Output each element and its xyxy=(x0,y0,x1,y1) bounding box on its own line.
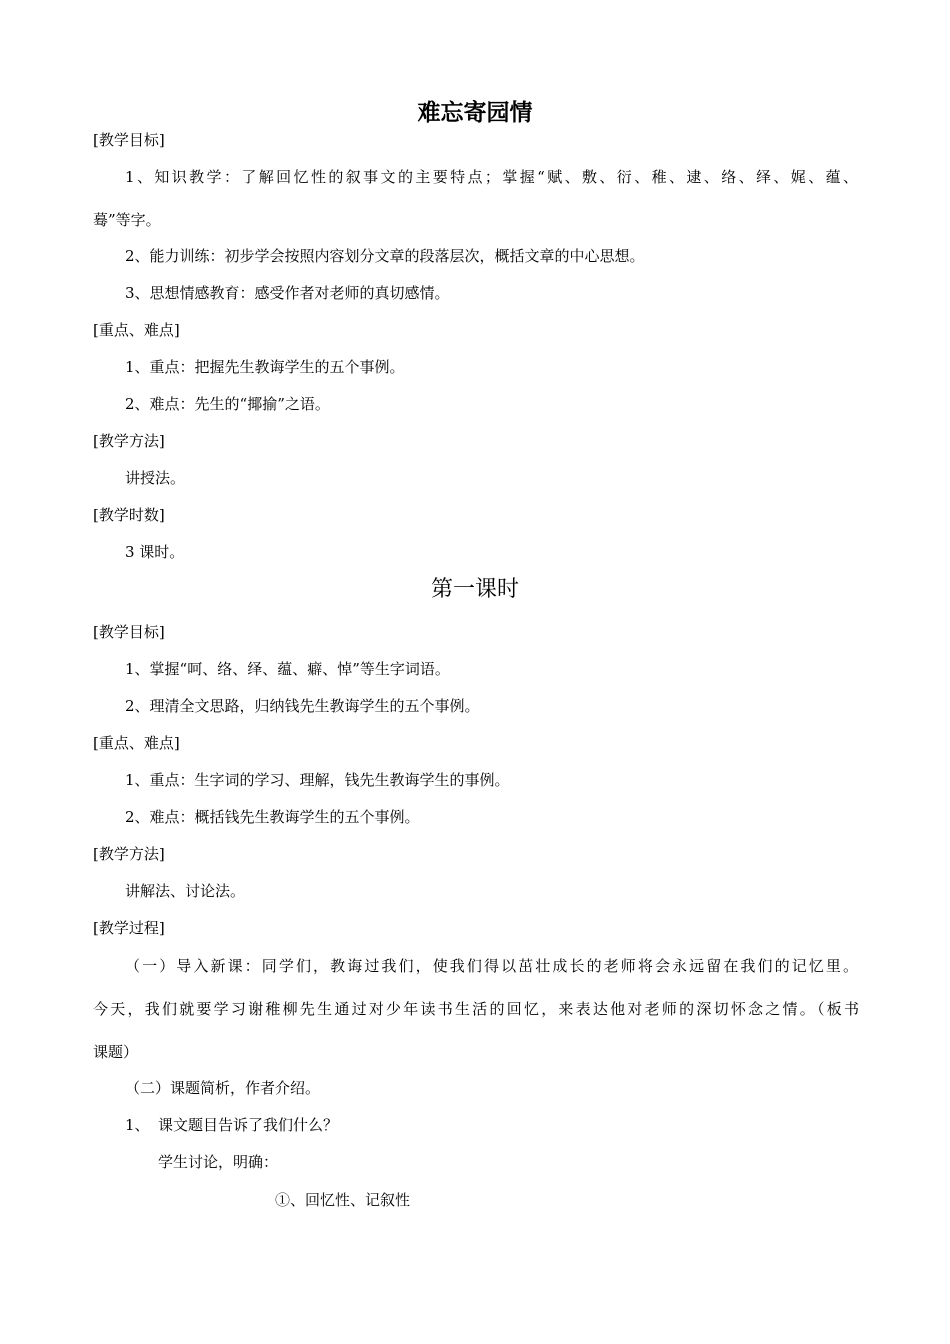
section-heading-goals: [教学目标] xyxy=(93,131,165,149)
step-2: （二）课题简析，作者介绍。 xyxy=(125,1079,321,1097)
question-1-number: 1、 xyxy=(125,1116,150,1134)
method-text: 讲授法。 xyxy=(125,469,186,487)
lesson-1-method-heading: [教学方法] xyxy=(93,845,165,863)
goal-1-line-1: 1、知识教学：了解回忆性的叙事文的主要特点；掌握“赋、敷、衍、稚、逮、络、绎、娓、蕴、 xyxy=(125,168,858,186)
goal-3: 3、思想情感教育：感受作者对老师的真切感情。 xyxy=(125,284,450,302)
lesson-1-focus-1: 1、重点：生字词的学习、理解，钱先生教诲学生的事例。 xyxy=(125,771,510,789)
focus-1: 1、重点：把握先生教诲学生的五个事例。 xyxy=(125,358,405,376)
document-title: 难忘寄园情 xyxy=(417,99,533,126)
lesson-1-goal-2: 2、理清全文思路，归纳钱先生教诲学生的五个事例。 xyxy=(125,697,480,715)
focus-2: 2、难点：先生的“揶揄”之语。 xyxy=(125,395,330,413)
lesson-1-title: 第一课时 xyxy=(430,577,519,602)
section-heading-method: [教学方法] xyxy=(93,432,165,450)
lesson-1-goal-1: 1、掌握“呵、络、绎、蕴、癖、悼”等生字词语。 xyxy=(125,660,450,678)
lesson-1-focus-heading: [重点、难点] xyxy=(93,734,180,752)
discussion-text: 学生讨论，明确： xyxy=(158,1153,279,1171)
lesson-1-process-heading: [教学过程] xyxy=(93,919,165,937)
lesson-1-method: 讲解法、讨论法。 xyxy=(125,882,246,900)
goal-1-line-2: 蓦”等字。 xyxy=(93,211,161,229)
hours-text: 3 课时。 xyxy=(125,543,185,561)
lesson-1-goals-heading: [教学目标] xyxy=(93,623,165,641)
intro-line-1: （一）导入新课：同学们，教诲过我们，使我们得以茁壮成长的老师将会永远留在我们的记忆里。 xyxy=(125,957,858,975)
question-1-text: 课文题目告诉了我们什么？ xyxy=(158,1116,339,1134)
goal-2: 2、能力训练：初步学会按照内容划分文章的段落层次，概括文章的中心思想。 xyxy=(125,247,645,265)
intro-line-2: 今天，我们就要学习谢稚柳先生通过对少年读书生活的回忆，来表达他对老师的深切怀念之情。（板书 xyxy=(93,1000,859,1018)
lesson-1-focus-2: 2、难点：概括钱先生教诲学生的五个事例。 xyxy=(125,808,420,826)
section-heading-hours: [教学时数] xyxy=(93,506,165,524)
answer-1: ①、回忆性、记叙性 xyxy=(275,1191,411,1209)
intro-line-3: 课题） xyxy=(93,1043,139,1061)
section-heading-focus: [重点、难点] xyxy=(93,321,180,339)
